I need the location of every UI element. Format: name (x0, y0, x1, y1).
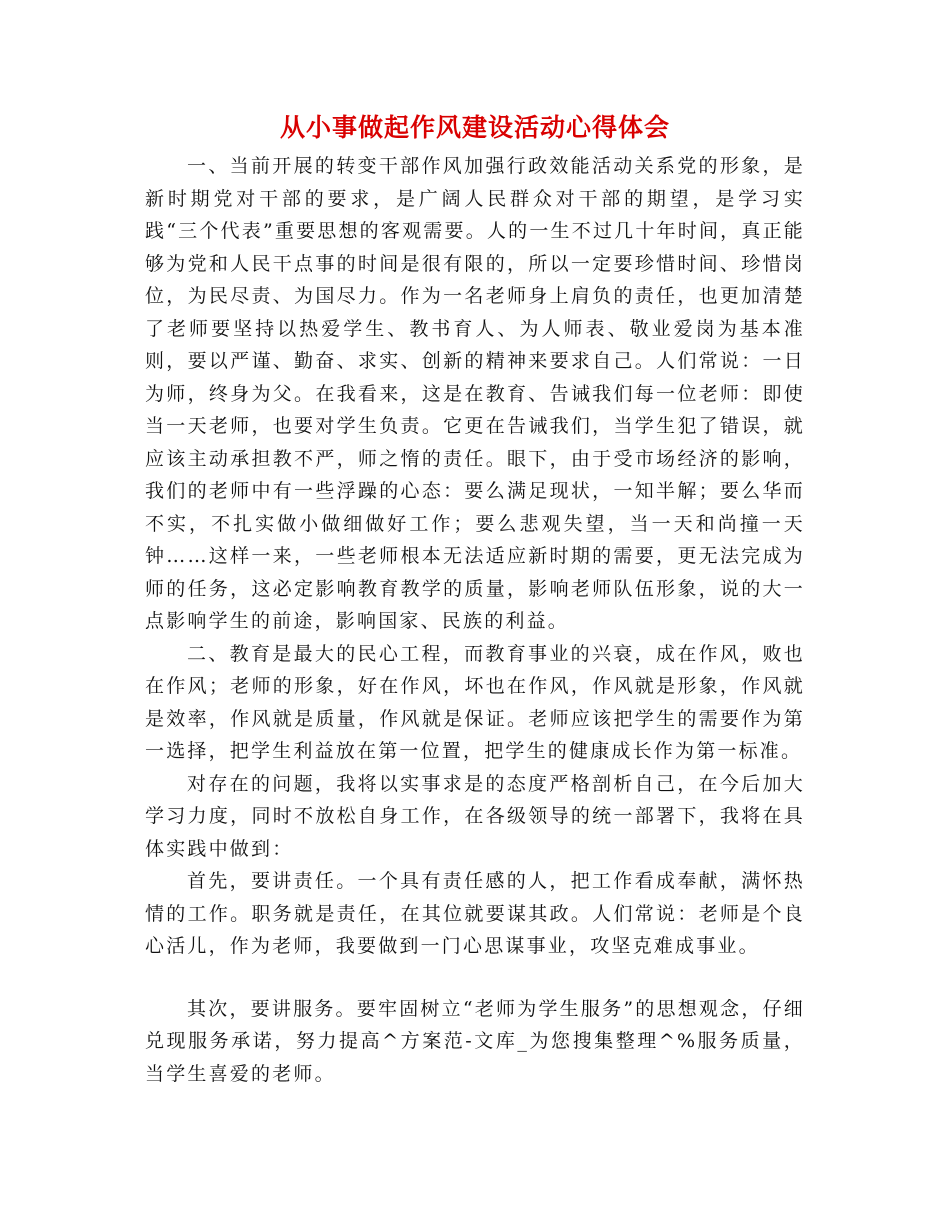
paragraph-4: 首先，要讲责任。一个具有责任感的人，把工作看成奉献，满怀热情的工作。职务就是责任，在其位就要谋其政。人们常说：老师是个良心活儿，作为老师，我要做到一门心思谋事业，攻坚克难成事业。 (145, 870, 805, 957)
paragraph-2: 二、教育是最大的民心工程，而教育事业的兴衰，成在作风，败也在作风；老师的形象，好在作风，坏也在作风，作风就是形象，作风就是效率，作风就是质量，作风就是保证。老师应该把学生的需要作为第一选择，把学生利益放在第一位置，把学生的健康成长作为第一标准。 (145, 642, 805, 762)
paragraph-3: 对存在的问题，我将以实事求是的态度严格剖析自己，在今后加大学习力度，同时不放松自身工作，在各级领导的统一部署下，我将在具体实践中做到： (145, 772, 805, 860)
paragraph-5: 其次，要讲服务。要牢固树立“老师为学生服务”的思想观念，仔细兑现服务承诺，努力提高^方案范-文库_为您搜集整理^%服务质量，当学生喜爱的老师。 (145, 997, 805, 1085)
document-body (145, 150, 805, 1090)
document-title: 从小事做起作风建设活动心得体会 (279, 113, 670, 142)
paragraph-1: 一、当前开展的转变干部作风加强行政效能活动关系党的形象，是新时期党对干部的要求，是广阔人民群众对干部的期望，是学习实践“三个代表”重要思想的客观需要。人的一生不过几十年时间，真正能够为党和人民干点事的时间是很有限的，所以一定要珍惜时间、珍惜岗位，为民尽责、为国尽力。作为一名老师身上肩负的责任，也更加清楚了老师要坚持以热爱学生、教书育人、为人师表、敬业爱岗为基本准则，要以严谨、勤奋、求实、创新的精神来要求自己。人们常说：一日为师，终身为父。在我看来，这是在教育、告诫我们每一位老师：即使当一天老师，也要对学生负责。它更在告诫我们，当学生犯了错误，就应该主动承担教不严，师之惰的责任。眼下，由于受市场经济的影响，我们的老师中有一些浮躁的心态：要么满足现状，一知半解；要么华而不实，不扎实做小做细做好工作；要么悲观失望，当一天和尚撞一天钟……这样一来，一些老师根本无法适应新时期的需要，更无法完成为师的任务，这必定影响教育教学的质量，影响老师队伍形象，说的大一点影响学生的前途，影响国家、民族的利益。 (145, 155, 805, 632)
